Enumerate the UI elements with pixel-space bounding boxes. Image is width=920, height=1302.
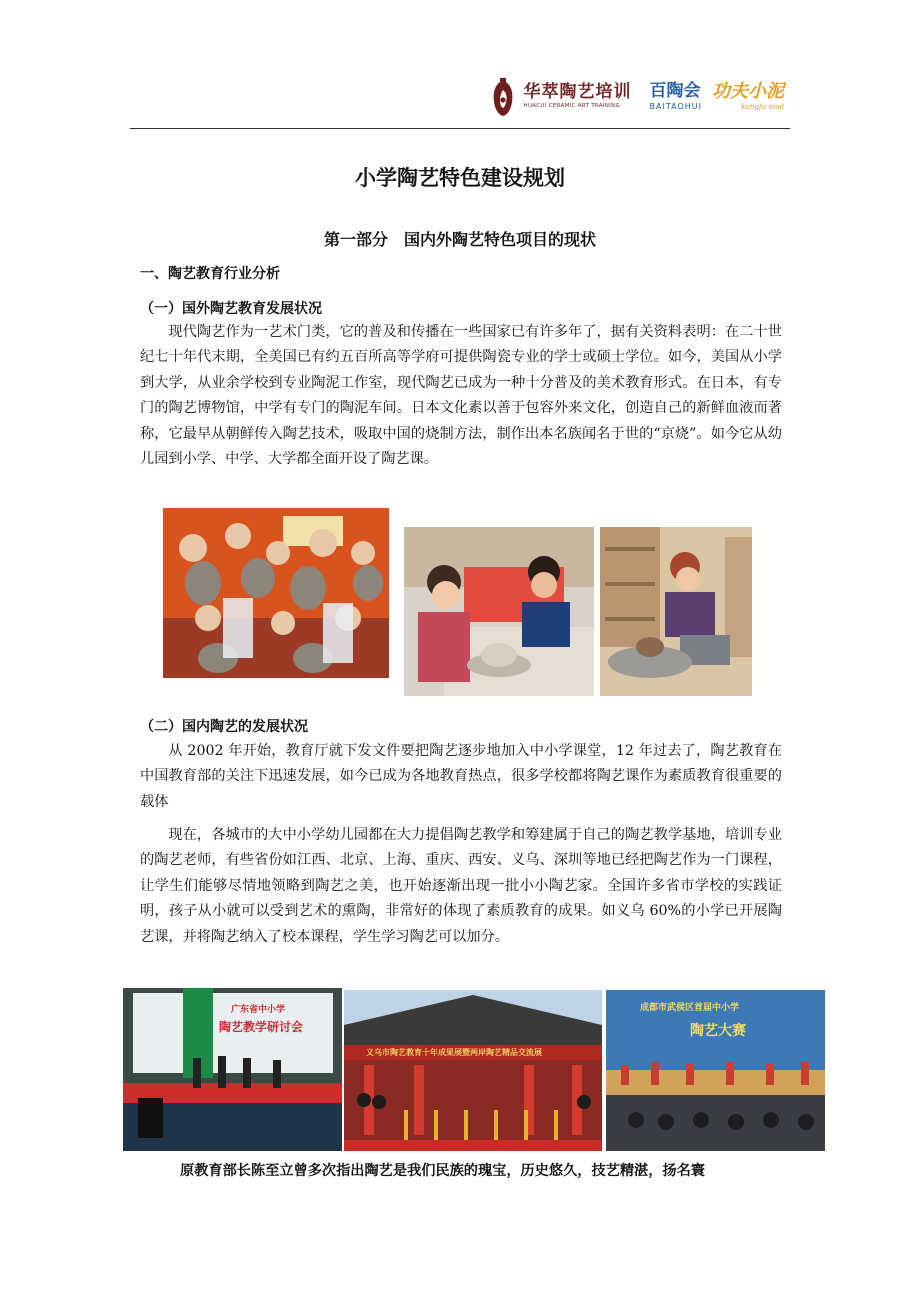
subsection-heading-foreign: （一）国外陶艺教育发展状况	[140, 301, 322, 317]
chengdu-banner-text: 陶艺大赛	[690, 1023, 746, 1039]
photo-yiwu-exhibition	[344, 990, 602, 1151]
guangdong-banner-text: 陶艺教学研讨会	[219, 1020, 304, 1034]
photo-chengdu-competition	[606, 990, 825, 1151]
header-logos	[492, 76, 784, 118]
part-heading: 第一部分 国内外陶艺特色项目的现状	[323, 230, 596, 249]
baitaohui-brand-english: BAITAOHUI	[649, 102, 702, 111]
chengdu-banner-top-text: 成都市武侯区首届中小学	[640, 1003, 740, 1013]
huacui-brand-name: 华萃陶艺培训	[523, 82, 632, 103]
kungfu-mud-brand-name: 功夫小泥	[712, 81, 784, 102]
huacui-brand	[524, 84, 632, 110]
document-title: 小学陶艺特色建设规划	[355, 166, 565, 190]
baitaohui-brand-name: 百陶会	[649, 81, 701, 101]
kungfu-mud-brand-english: kungfu mud	[741, 103, 784, 111]
photo-child-pottery-table	[404, 527, 594, 696]
photo-guangdong-seminar	[123, 988, 342, 1151]
kungfu-mud-brand	[712, 83, 784, 111]
photo-girl-pottery-wheel	[600, 527, 752, 696]
paragraph-domestic-1: 从 2002 年开始，教育厅就下发文件要把陶艺逐步地加入中小学课堂，12 年过去了，陶艺教育在中国教育部的关注下迅速发展，如今已成为各地教育热点，很多学校都将陶艺课作为素质教育很重要的载体	[140, 743, 782, 810]
subsection-heading-domestic: （二）国内陶艺的发展状况	[140, 719, 308, 735]
huacui-brand-english: HUACUI CERAMIC ART TRAINING	[523, 103, 621, 110]
paragraph-foreign: 现代陶艺作为一艺术门类，它的普及和传播在一些国家已有许多年了，据有关资料表明：在二十世纪七十年代末期，全美国已有约五百所高等学府可提供陶瓷专业的学士或硕士学位。如今，美国从小学到大学，从业余学校到专业陶泥工作室，现代陶艺已成为一种十分普及的美术教育形式。在日本，有专门的陶艺博物馆，中学有专门的陶泥车间。日本文化素以善于包容外来文化，创造自己的新鲜血液而著称，它最早从朝鲜传入陶艺技术，吸取中国的烧制方法，制作出本名族闻名于世的“京烧”。如今它从幼儿园到小学、中学、大学都全面开设了陶艺课。	[140, 324, 782, 468]
quote-line: 原教育部长陈至立曾多次指出陶艺是我们民族的瑰宝，历史悠久，技艺精湛，扬名寰	[180, 1163, 705, 1179]
vase-logo-icon	[492, 76, 514, 118]
yiwu-banner-text: 义乌市陶艺教育十年成果展暨两岸陶艺精品交流展	[366, 1048, 542, 1057]
guangdong-banner-top-text: 广东省中小学	[231, 1005, 286, 1015]
section-heading: 一、陶艺教育行业分析	[140, 266, 280, 282]
paragraph-domestic-2: 现在，各城市的大中小学幼儿园都在大力提倡陶艺教学和筹建属于自己的陶艺教学基地，培训专业的陶艺老师，有些省份如江西、北京、上海、重庆、西安、义乌、深圳等地已经把陶艺作为一门课程，让学生们能够尽情地领略到陶艺之美，也开始逐渐出现一批小小陶艺家。全国许多省市学校的实践证明，孩子从小就可以受到艺术的熏陶，非常好的体现了素质教育的成果。如义乌 60%的小学已开展陶艺课，并将陶艺纳入了校本课程，学生学习陶艺可以加分。	[140, 827, 782, 945]
photo-children-masks	[163, 508, 389, 678]
baitaohui-brand	[650, 83, 702, 111]
page-header	[130, 70, 790, 129]
